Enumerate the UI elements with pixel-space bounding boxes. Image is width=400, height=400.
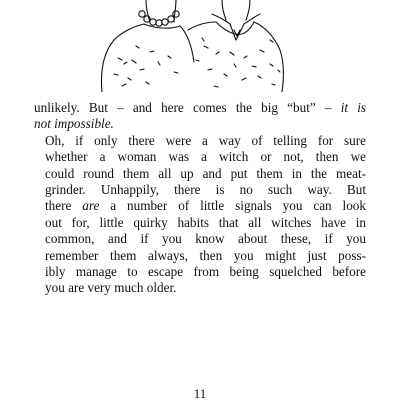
text-span: out for, little quirky habits that all witches have in — [45, 214, 366, 230]
text-span: you are very much older. — [45, 280, 177, 296]
text-line — [34, 248, 366, 264]
text-span: Oh, if only there were a way of telling for sure — [45, 132, 366, 148]
text-span: whether a woman was a witch or not, then we — [45, 149, 366, 165]
text-span: common, and if you know about these, if you — [45, 231, 366, 247]
page-number: 11 — [193, 386, 207, 400]
text-span: a number of little signals you can look — [99, 198, 366, 214]
paragraph — [34, 100, 366, 133]
text-span: could round them all up and put them in the meat- — [45, 165, 366, 181]
text-line — [34, 231, 366, 247]
text-line — [34, 116, 366, 132]
text-line — [34, 264, 366, 280]
text-span: grinder. Unhappily, there is no such way. But — [45, 182, 366, 198]
text-span: there — [45, 198, 83, 214]
text-line — [34, 182, 366, 198]
text-line — [34, 166, 366, 182]
text-span: ibly manage to escape from being squelched before — [45, 264, 366, 280]
text-line — [34, 198, 366, 214]
italic-text: are — [82, 198, 100, 214]
text-line — [34, 100, 366, 116]
body-text — [34, 100, 366, 297]
text-line — [34, 280, 366, 296]
italic-text: not impossible. — [34, 116, 114, 132]
paragraph — [34, 133, 366, 297]
witches-illustration — [84, 0, 284, 92]
text-span: unlikely. But – and here comes the big “but” – — [34, 100, 341, 115]
text-line — [34, 149, 366, 165]
text-span: remember them always, then you might just poss- — [45, 247, 366, 263]
text-line — [34, 215, 366, 231]
text-line — [34, 133, 366, 149]
italic-text: it is — [340, 100, 367, 115]
